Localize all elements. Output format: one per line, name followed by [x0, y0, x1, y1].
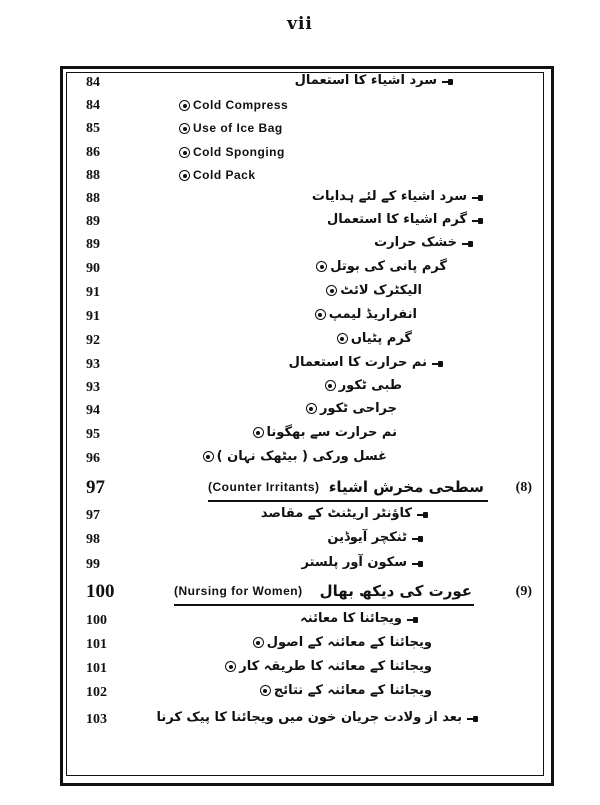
- page-ref: 96: [86, 451, 100, 466]
- circle-bullet-icon: [179, 170, 190, 181]
- urdu-entry: [313, 259, 447, 274]
- urdu-entry: [327, 530, 407, 545]
- arrow-bullet-icon: [412, 561, 423, 567]
- toc-entry: [66, 635, 542, 659]
- entry-text: سکون آور پلستر: [301, 555, 407, 570]
- toc-entry: [66, 119, 542, 143]
- toc-entry: [66, 307, 542, 331]
- circle-bullet-icon: [225, 661, 236, 672]
- section-number: (9): [515, 584, 532, 599]
- entry-text: جراحی ٹکور: [319, 401, 397, 416]
- toc-entry: [66, 331, 542, 355]
- arrow-bullet-icon: [407, 617, 418, 623]
- circle-bullet-icon: [325, 380, 336, 391]
- toc-entry: [66, 683, 542, 707]
- toc-section-heading: [66, 478, 542, 502]
- urdu-entry: [295, 73, 437, 88]
- urdu-entry: [312, 189, 467, 204]
- circle-bullet-icon: [253, 427, 264, 438]
- entry-text: Cold Sponging: [193, 145, 285, 159]
- urdu-entry: [322, 378, 402, 393]
- urdu-entry: [222, 659, 432, 674]
- page-ref: 85: [86, 121, 100, 136]
- toc-entry: [66, 378, 542, 402]
- entry-text: گرم اشیاء کا استعمال: [326, 212, 467, 227]
- circle-bullet-icon: [179, 123, 190, 134]
- page-ref: 91: [86, 309, 100, 324]
- page-ref: 98: [86, 532, 100, 547]
- toc-entry: [66, 506, 542, 530]
- arrow-bullet-icon: [467, 716, 478, 722]
- page-ref: 89: [86, 237, 100, 252]
- page-ref: 100: [86, 613, 107, 628]
- toc-entry: [66, 449, 542, 473]
- urdu-entry: [250, 635, 432, 650]
- toc-entry: [66, 530, 542, 554]
- entry-text: Cold Pack: [193, 168, 256, 182]
- page-ref: 99: [86, 557, 100, 572]
- page-ref: 86: [86, 145, 100, 160]
- entry-text: ویجائنا کا معائنہ: [300, 611, 402, 626]
- page-ref: 93: [86, 357, 100, 372]
- entry-text: نم حرارت سے بھگونا: [266, 425, 397, 440]
- toc-entry: [66, 710, 542, 734]
- page-ref: 88: [86, 191, 100, 206]
- toc-entry: [66, 259, 542, 283]
- urdu-entry: [257, 683, 432, 698]
- toc-entry: [66, 401, 542, 425]
- english-heading: (Counter Irritants): [208, 480, 320, 494]
- english-heading: (Nursing for Women): [174, 584, 303, 598]
- page-ref: 102: [86, 685, 107, 700]
- urdu-entry: [334, 331, 412, 346]
- entry-text: Cold Compress: [193, 98, 289, 112]
- english-entry: [176, 98, 288, 112]
- arrow-bullet-icon: [462, 241, 473, 247]
- circle-bullet-icon: [306, 403, 317, 414]
- entry-text: ویجائنا کے معائنہ کے اصول: [266, 635, 432, 650]
- heading-underline: [208, 500, 488, 502]
- toc-entry: [66, 73, 542, 97]
- toc-entry: [66, 659, 542, 683]
- toc-entry: [66, 212, 542, 236]
- entry-text: سرد اشیاء کا استعمال: [294, 73, 437, 88]
- page-ref: 92: [86, 333, 100, 348]
- urdu-entry: [374, 235, 457, 250]
- circle-bullet-icon: [316, 261, 327, 272]
- entry-text: غسل ورکی ( بیٹھک نہان ): [216, 449, 387, 464]
- urdu-entry: [300, 611, 402, 626]
- circle-bullet-icon: [260, 685, 271, 696]
- toc-entry: [66, 96, 542, 120]
- toc-entry: [66, 235, 542, 259]
- entry-text: الیکٹرک لائٹ: [340, 283, 422, 298]
- page-ref: 101: [86, 637, 107, 652]
- circle-bullet-icon: [326, 285, 337, 296]
- english-entry: [176, 121, 283, 135]
- circle-bullet-icon: [179, 147, 190, 158]
- arrow-bullet-icon: [472, 195, 483, 201]
- page-ref: 84: [86, 98, 100, 113]
- page-ref: 91: [86, 285, 100, 300]
- entry-text: کاؤنٹر اریٹنٹ کے مقاصد: [260, 506, 412, 521]
- entry-text: Use of Ice Bag: [193, 121, 283, 135]
- english-entry: [176, 168, 256, 182]
- urdu-entry: [289, 355, 427, 370]
- page-ref: 93: [86, 380, 100, 395]
- english-entry: [176, 145, 285, 159]
- page-ref: 101: [86, 661, 107, 676]
- urdu-entry: [302, 555, 407, 570]
- entry-text: ویجائنا کے معائنہ کا طریقہ کار: [239, 659, 432, 674]
- urdu-entry: [327, 212, 467, 227]
- circle-bullet-icon: [203, 451, 214, 462]
- page-ref: 94: [86, 403, 100, 418]
- toc-entry: [66, 611, 542, 635]
- arrow-bullet-icon: [442, 79, 453, 85]
- circle-bullet-icon: [179, 100, 190, 111]
- toc-entry: [66, 555, 542, 579]
- page-ref: 84: [86, 75, 100, 90]
- page-ref: 90: [86, 261, 100, 276]
- toc-entry: [66, 425, 542, 449]
- entry-text: سرد اشیاء کے لئے ہدایات: [311, 189, 467, 204]
- page-ref: 89: [86, 214, 100, 229]
- section-number: (8): [515, 480, 532, 495]
- page-ref: 88: [86, 168, 100, 183]
- entry-text: خشک حرارت: [374, 235, 457, 250]
- urdu-heading: عورت کی دیکھ بھال: [319, 582, 472, 600]
- urdu-entry: [323, 283, 422, 298]
- page-ref: 100: [86, 581, 115, 602]
- urdu-entry: [261, 506, 412, 521]
- arrow-bullet-icon: [412, 536, 423, 542]
- urdu-heading: سطحی مخرش اشیاء: [328, 478, 484, 496]
- page-number: vii: [287, 14, 313, 34]
- page-ref: 103: [86, 712, 107, 727]
- toc-section-heading: [66, 582, 542, 606]
- arrow-bullet-icon: [417, 512, 428, 518]
- toc-entry: [66, 166, 542, 190]
- circle-bullet-icon: [337, 333, 348, 344]
- entry-text: ویجائنا کے معائنہ کے نتائج: [273, 683, 432, 698]
- heading-underline: [174, 604, 474, 606]
- entry-text: ٹنکچر آیوڈین: [327, 530, 407, 545]
- arrow-bullet-icon: [472, 218, 483, 224]
- toc-entry: [66, 283, 542, 307]
- urdu-entry: [250, 425, 397, 440]
- entry-text: گرم پٹیاں: [350, 331, 412, 346]
- toc-entry: [66, 189, 542, 213]
- entry-text: انفراریڈ لیمپ: [328, 307, 417, 322]
- page-ref: 97: [86, 508, 100, 523]
- urdu-entry: [312, 307, 417, 322]
- page-ref: 95: [86, 427, 100, 442]
- toc-entry: [66, 143, 542, 167]
- page-ref: 97: [86, 477, 105, 498]
- circle-bullet-icon: [315, 309, 326, 320]
- toc-entry: [66, 355, 542, 379]
- entry-text: گرم پانی کی بوتل: [330, 259, 447, 274]
- circle-bullet-icon: [253, 637, 264, 648]
- entry-text: طبی ٹکور: [338, 378, 402, 393]
- urdu-entry: [200, 449, 387, 464]
- urdu-entry: [303, 401, 397, 416]
- entry-text: نم حرارت کا استعمال: [288, 355, 427, 370]
- urdu-entry: [156, 710, 462, 725]
- entry-text: بعد از ولادت جریان خون میں ویجائنا کا پیک کرنا: [156, 710, 462, 725]
- arrow-bullet-icon: [432, 361, 443, 367]
